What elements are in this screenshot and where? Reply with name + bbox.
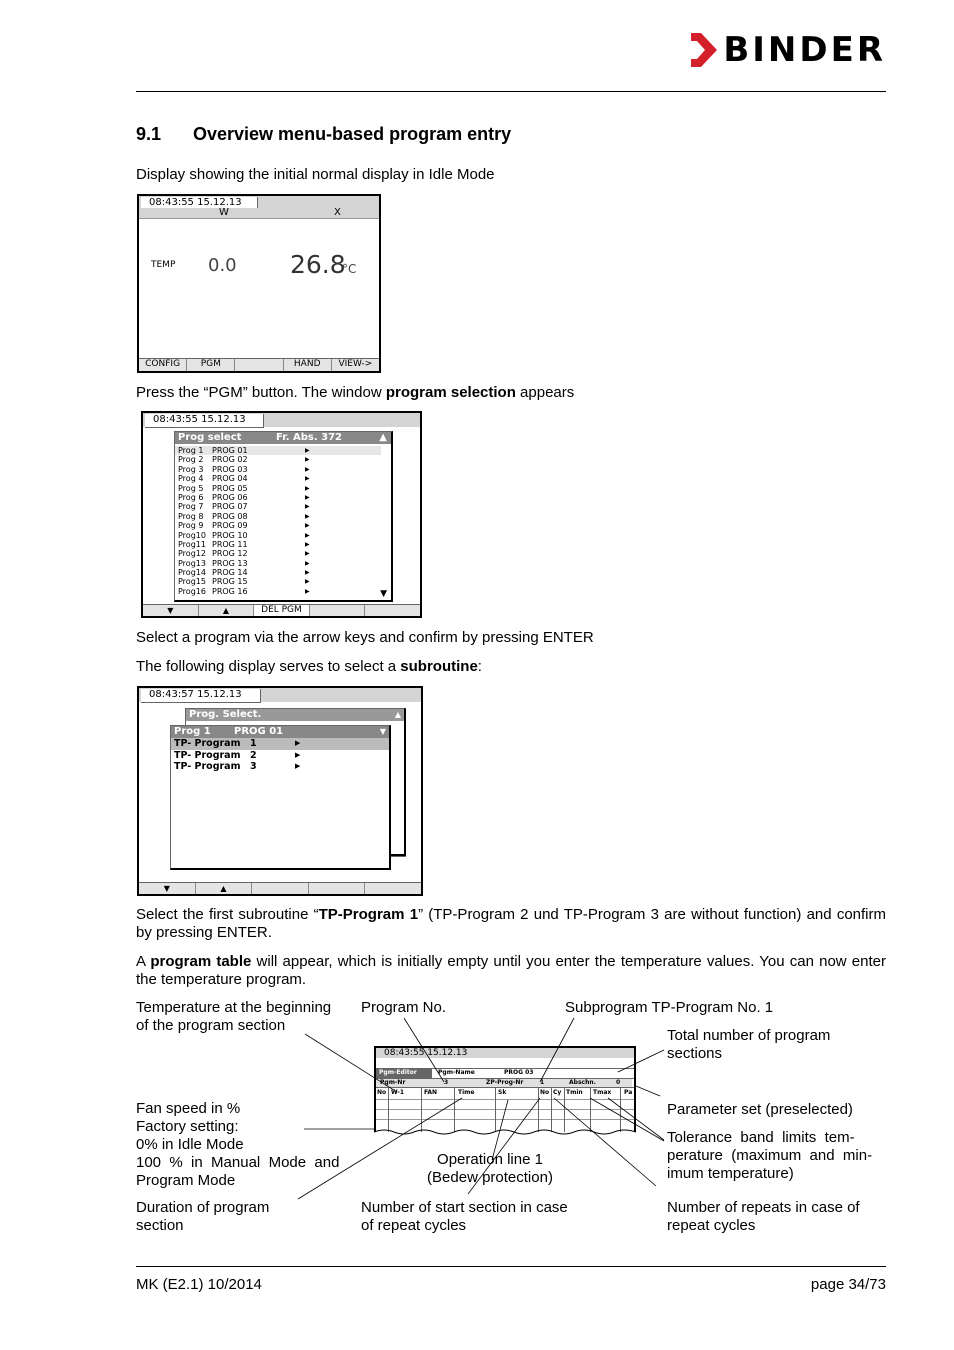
submenu-arrow-icon: ▶ — [305, 456, 310, 464]
submenu-arrow-icon: ▶ — [305, 475, 310, 483]
free-sections-count: Fr. Abs. 372 — [276, 432, 342, 443]
back-panel-title: Prog. Select. — [189, 709, 262, 720]
prog-name: PROG 09 — [212, 521, 248, 531]
prog-name: PROG 13 — [212, 558, 248, 568]
prog-select-title: Prog select — [178, 432, 242, 443]
paragraph-select-program: Select a program via the arrow keys and confirm by pressing ENTER — [136, 629, 594, 646]
submenu-arrow-icon: ▶ — [305, 484, 310, 492]
para4-text-c: : — [477, 658, 482, 675]
prog-id: Prog12 — [178, 549, 206, 559]
annot-fan-line2: Factory setting: — [136, 1118, 239, 1135]
prog-id: Prog11 — [178, 539, 206, 549]
table-col-header: No — [540, 1089, 550, 1096]
datetime: 08:43:57 15.12.13 — [141, 689, 261, 703]
submenu-arrow-icon: ▶ — [305, 465, 310, 473]
col-w-label: W — [219, 207, 229, 218]
prog-name: PROG 03 — [212, 464, 248, 474]
softkey-down[interactable]: ▼ — [139, 883, 196, 894]
section-title: Overview menu-based program entry — [193, 124, 512, 144]
softkey-up[interactable]: ▲ — [199, 605, 255, 616]
prog-id: Prog 3 — [178, 464, 204, 474]
zp-prog-value: 1 — [540, 1079, 545, 1086]
leader-tolerance-1 — [608, 1098, 664, 1140]
para6-text-a: A — [136, 953, 151, 970]
prog-name: PROG 12 — [212, 549, 248, 559]
para4-text-a: The following display serves to select a — [136, 658, 401, 675]
softkey-del-pgm[interactable]: DEL PGM — [254, 605, 310, 616]
leader-program-no — [404, 1018, 444, 1082]
prog-name: PROG 16 — [212, 586, 248, 596]
pgm-nr-value: 3 — [444, 1079, 449, 1086]
leader-temp-begin — [305, 1034, 397, 1092]
prog-id: Prog15 — [178, 577, 206, 587]
footer-doc-id: MK (E2.1) 10/2014 — [136, 1276, 262, 1293]
annot-dur-line2: section — [136, 1217, 184, 1234]
datetime: 08:43:55 15.12.13 — [141, 197, 258, 210]
annot-fan-line5: Program Mode — [136, 1172, 236, 1189]
submenu-arrow-icon: ▶ — [305, 559, 310, 567]
scroll-up-icon[interactable]: ▲ — [379, 432, 387, 443]
footer-page: page 34/73 — [810, 1276, 886, 1293]
brand-name: BINDER — [723, 30, 886, 70]
table-col-header: Tmin — [566, 1089, 583, 1096]
paragraph-idle: Display showing the initial normal display in Idle Mode — [136, 166, 495, 183]
table-col-header: No — [377, 1089, 387, 1096]
prog-id: Prog13 — [178, 558, 206, 568]
table-col-header: Time — [458, 1089, 475, 1096]
prog-id: Prog 7 — [178, 502, 204, 512]
prog-name: PROG 04 — [212, 474, 248, 484]
submenu-arrow-icon: ▶ — [305, 447, 310, 454]
softkey-view[interactable]: VIEW-> — [332, 359, 379, 371]
annot-rep-line1: Number of repeats in case of — [667, 1199, 860, 1216]
pgm-name-label: Pgm-Name — [438, 1069, 475, 1076]
prog-id: Prog 4 — [178, 474, 204, 484]
para6-text-c: will appear, which is initially empty until you enter the temperature values. You can now enter the temperature program. — [136, 953, 886, 988]
leader-repeats — [554, 1098, 656, 1186]
leader-start-section — [468, 1098, 540, 1194]
prog-name: PROG 10 — [212, 530, 248, 540]
submenu-arrow-icon: ▶ — [305, 540, 310, 548]
prog-name: PROG 14 — [212, 568, 248, 578]
prog-id: Prog10 — [178, 530, 206, 540]
annot-program-no: Program No. — [361, 999, 447, 1016]
submenu-arrow-icon: ▶ — [305, 550, 310, 558]
prog-id: Prog16 — [178, 586, 206, 596]
annot-fan-line4: 100 % in Manual Mode and — [136, 1154, 340, 1171]
annot-tol-line3: imum temperature) — [667, 1165, 794, 1182]
softkey-down[interactable]: ▼ — [143, 605, 199, 616]
tp-program-number: 1 — [250, 738, 257, 749]
prog-name: PROG 06 — [212, 492, 248, 502]
annot-total-line1: Total number of program — [667, 1027, 831, 1044]
prog-name: PROG 02 — [212, 455, 248, 465]
setpoint-value: 0.0 — [208, 255, 237, 276]
para6-text-b: program table — [150, 953, 252, 970]
para2-text-b: program selection — [385, 384, 516, 401]
prog-name: PROG 01 — [212, 446, 248, 455]
editor-label: Pgm-Editor — [379, 1069, 417, 1076]
scroll-down-icon[interactable]: ▼ — [380, 589, 387, 599]
prog-id: Prog 1 — [178, 446, 204, 455]
col-x-label: X — [334, 207, 341, 218]
para4-text-b: subroutine — [400, 658, 478, 675]
tp-program-label: TP- Program — [174, 761, 241, 772]
back-scroll-up-icon: ▲ — [394, 710, 401, 719]
submenu-arrow-icon: ▶ — [295, 762, 301, 770]
annot-temp-begin-line1: Temperature at the beginning — [136, 999, 332, 1016]
annot-tol-line2: perature (maximum and min- — [667, 1147, 873, 1164]
leader-duration — [298, 1098, 462, 1199]
prog-id: Prog 5 — [178, 483, 204, 493]
prog-id: Prog14 — [178, 568, 206, 578]
abschn-value: 0 — [616, 1079, 621, 1086]
submenu-arrow-icon: ▶ — [305, 493, 310, 501]
unit-label: °C — [342, 262, 357, 276]
annot-subprogram: Subprogram TP-Program No. 1 — [565, 999, 774, 1016]
tp-program-number: 3 — [250, 761, 257, 772]
scroll-down-icon[interactable]: ▼ — [379, 727, 386, 736]
pgm-name-value: PROG 03 — [504, 1069, 534, 1076]
zp-prog-label: ZP-Prog-Nr — [486, 1079, 524, 1086]
submenu-arrow-icon: ▶ — [295, 739, 301, 747]
pgm-nr-label: Pgm-Nr — [380, 1079, 406, 1086]
annot-tol-line1: Tolerance band limits tem- — [667, 1129, 855, 1146]
subroutine-prog-id: Prog 1 — [174, 726, 211, 737]
tp-program-number: 2 — [250, 749, 257, 761]
table-col-header: FAN — [424, 1089, 438, 1096]
table-col-header: Pa — [624, 1089, 633, 1096]
submenu-arrow-icon: ▶ — [305, 531, 310, 539]
annot-fan-line1: Fan speed in % — [136, 1100, 241, 1117]
softkey-up[interactable]: ▲ — [196, 883, 253, 894]
tp-program-label: TP- Program — [174, 749, 241, 761]
annot-op-line2: (Bedew protection) — [427, 1169, 553, 1186]
leader-total-sections — [618, 1050, 664, 1072]
annot-dur-line1: Duration of program — [136, 1199, 270, 1216]
table-col-header: Sk — [498, 1089, 507, 1096]
subroutine-prog-name: PROG 01 — [234, 726, 284, 737]
table-col-header: Cy — [553, 1089, 562, 1096]
softkey-hand[interactable]: HAND — [284, 359, 332, 371]
actual-value: 26.8 — [290, 250, 346, 279]
annot-start-line2: of repeat cycles — [361, 1217, 467, 1234]
para5-text-c: ” (TP-Program 2 und TP-Program 3 are without function) and confirm by pressing ENTER. — [136, 906, 887, 941]
datetime: 08:43:55 15.12.13 — [145, 414, 264, 428]
softkey-pgm[interactable]: PGM — [187, 359, 235, 371]
prog-name: PROG 15 — [212, 577, 248, 587]
annot-rep-line2: repeat cycles — [667, 1217, 756, 1234]
para5-text-a: Select the first subroutine “ — [136, 906, 319, 923]
annot-total-line2: sections — [667, 1045, 723, 1062]
prog-id: Prog 2 — [178, 455, 204, 465]
submenu-arrow-icon: ▶ — [305, 569, 310, 577]
annot-parameter-set: Parameter set (preselected) — [667, 1101, 853, 1118]
softkey-config[interactable]: CONFIG — [139, 359, 187, 371]
table-break-line — [374, 1130, 636, 1134]
leader-parameter — [636, 1086, 660, 1096]
prog-name: PROG 07 — [212, 502, 248, 512]
table-col-header: Tmax — [593, 1089, 612, 1096]
abschn-label: Abschn. — [569, 1079, 596, 1086]
para5-text-b: TP-Program 1 — [318, 906, 419, 923]
prog-id: Prog 6 — [178, 492, 204, 502]
prog-name: PROG 05 — [212, 483, 248, 493]
prog-name: PROG 08 — [212, 511, 248, 521]
submenu-arrow-icon: ▶ — [305, 587, 310, 595]
annot-fan-line3: 0% in Idle Mode — [136, 1136, 244, 1153]
prog-id: Prog 9 — [178, 521, 204, 531]
temp-label: TEMP — [151, 260, 176, 270]
footer-rule — [136, 1266, 886, 1267]
submenu-arrow-icon: ▶ — [305, 522, 310, 530]
section-number: 9.1 — [136, 124, 162, 144]
submenu-arrow-icon: ▶ — [305, 512, 310, 520]
para2-text-c: appears — [515, 384, 575, 401]
table-col-header: W-1 — [391, 1089, 405, 1096]
leader-subprogram — [540, 1018, 574, 1082]
leader-tolerance-2 — [590, 1098, 664, 1141]
datetime: 08:43:55 15.12.13 — [384, 1048, 468, 1058]
annot-op-line1: Operation line 1 — [437, 1151, 543, 1168]
prog-id: Prog 8 — [178, 511, 204, 521]
annot-temp-begin-line2: of the program section — [136, 1017, 286, 1034]
annot-start-line1: Number of start section in case — [361, 1199, 568, 1216]
para2-text-a: Press the “PGM” button. The window — [136, 384, 386, 401]
submenu-arrow-icon: ▶ — [305, 578, 310, 586]
prog-name: PROG 11 — [212, 539, 248, 549]
submenu-arrow-icon: ▶ — [295, 750, 301, 759]
tp-program-label: TP- Program — [174, 738, 241, 749]
submenu-arrow-icon: ▶ — [305, 503, 310, 511]
